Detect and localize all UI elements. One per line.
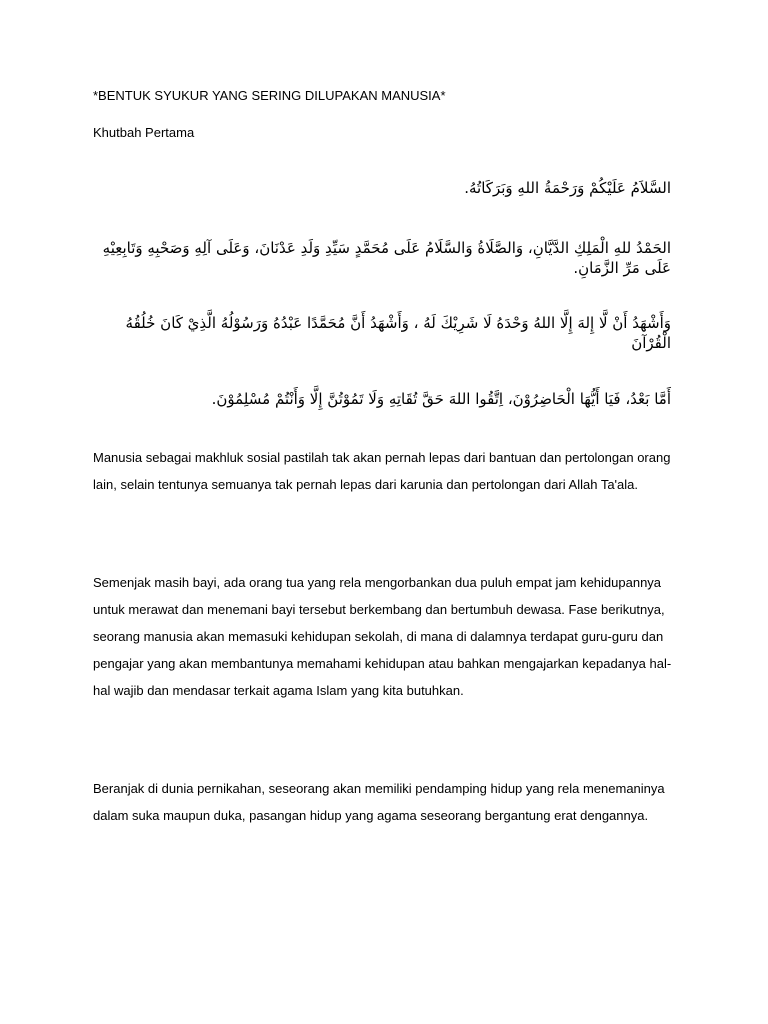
- arabic-syahadat: وَأَشْهَدُ أَنْ لَّا إِلهَ إِلَّا اللهُ وَحْدَهُ لَا شَرِيْكَ لَهُ ، وَأَشْهَدُ أَنَّ مُحَمَّدًا عَبْدُهُ وَرَسُوْلُهُ الَّذِيْ كَانَ خُلُقُهُ الْقُرْآنَ: [125, 314, 671, 352]
- arabic-amma-badu: أَمَّا بَعْدُ، فَيَا أَيُّهَا الْحَاضِرُوْنَ، اِتَّقُوا اللهَ حَقَّ تُقَاتِهِ وَلَا تَمُوْتُنَّ إِلَّا وَأَنْتُمْ مُسْلِمُوْنَ.: [211, 390, 671, 408]
- document-title: *BENTUK SYUKUR YANG SERING DILUPAKAN MANUSIA*: [93, 88, 446, 103]
- body-paragraph: Manusia sebagai makhluk sosial pastilah tak akan pernah lepas dari bantuan dan pertolongan orang lain, selain tentunya semuanya tak pernah lepas dari karunia dan pertolongan dari Allah Ta'ala.: [93, 450, 671, 492]
- body-paragraph: Semenjak masih bayi, ada orang tua yang rela mengorbankan dua puluh empat jam kehidupannya untuk merawat dan menemani bayi tersebut berkembang dan bertumbuh dewasa. Fase berikutnya, seorang manusia akan memasuki kehidupan sekolah, di mana di dalamnya terdapat guru-guru dan pengajar yang akan membantunya memahami kehidupan atau bahkan mengajarkan kepadanya hal-hal wajib dan mendasar terkait agama Islam yang kita butuhkan.: [93, 575, 672, 698]
- body-paragraph: Beranjak di dunia pernikahan, seseorang akan memiliki pendamping hidup yang rela menemaninya dalam suka maupun duka, pasangan hidup yang agama seseorang bergantung erat dengannya.: [93, 781, 665, 823]
- arabic-greeting: السَّلاَمُ عَلَيْكُمْ وَرَحْمَةُ اللهِ وَبَرَكَاتُهُ.: [464, 179, 671, 197]
- document-subtitle: Khutbah Pertama: [93, 125, 195, 140]
- arabic-hamdalah: الحَمْدُ للهِ الْمَلِكِ الدَّيَّانِ، وَالصَّلَاةُ وَالسَّلَامُ عَلَى مُحَمَّدٍ سَيِّدِ وَلَدِ عَدْنَانَ، وَعَلَى آلِهِ وَصَحْبِهِ وَتَابِعِيْهِ عَلَى مَرِّ الزَّمَانِ.: [102, 239, 671, 277]
